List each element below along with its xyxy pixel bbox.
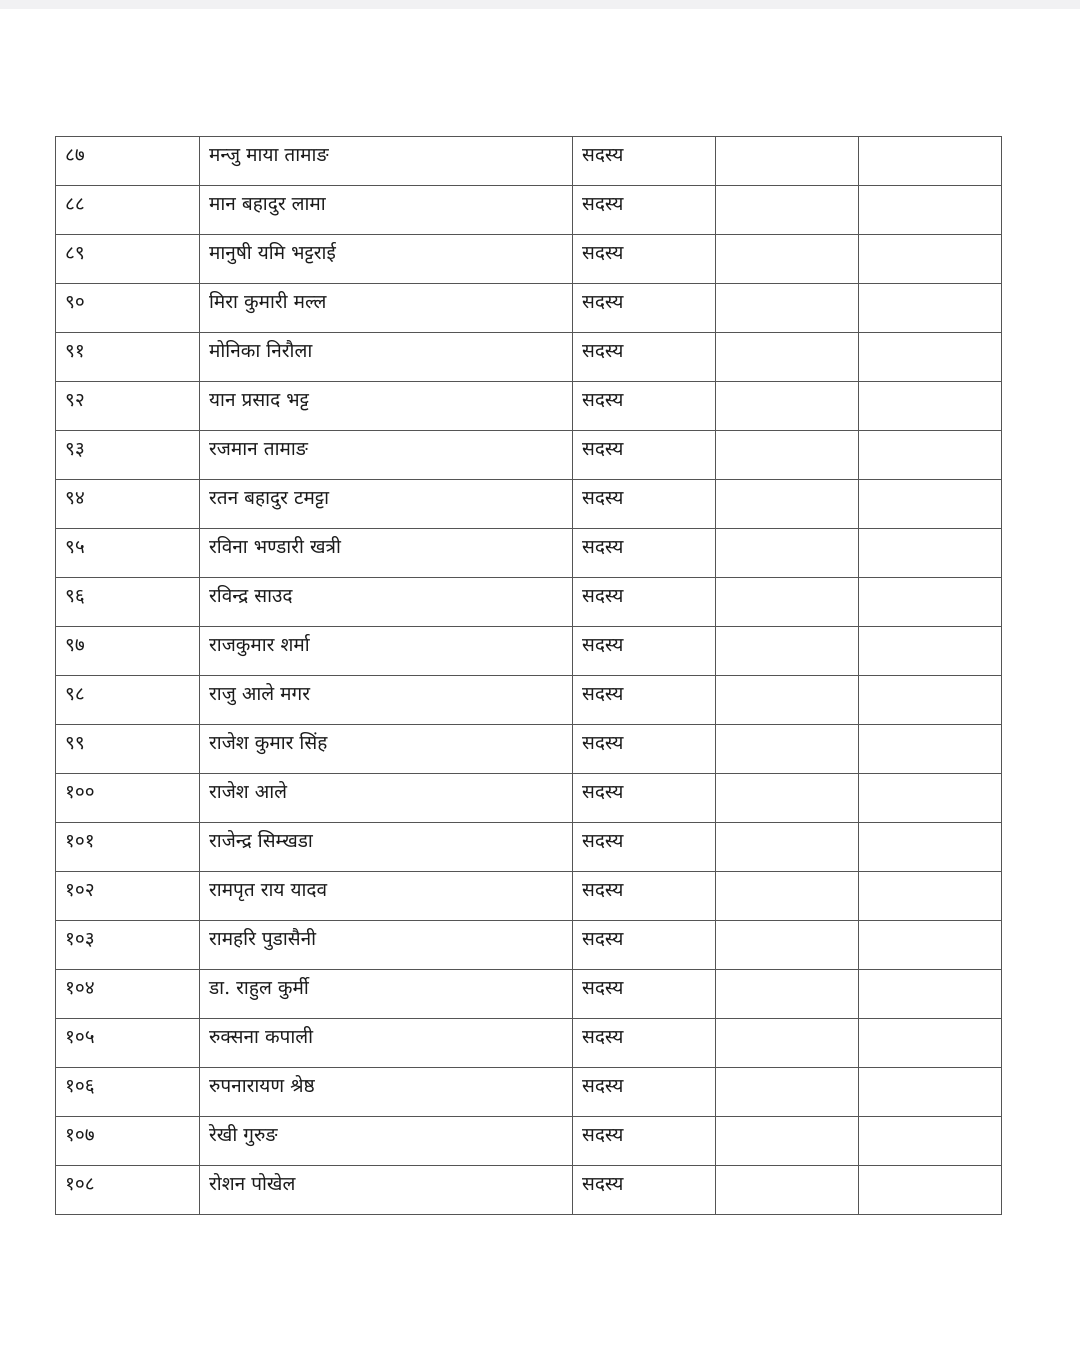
member-name-cell (200, 382, 573, 431)
table-row (56, 725, 1002, 774)
member-role-cell (573, 970, 716, 1019)
member-role-text: सदस्य (582, 634, 624, 656)
empty-cell (716, 333, 859, 382)
member-role-text: सदस्य (582, 1075, 624, 1097)
serial-number-text: १०० (65, 781, 95, 803)
member-name-cell (200, 1117, 573, 1166)
member-name-cell (200, 823, 573, 872)
empty-cell (859, 137, 1002, 186)
serial-number-text: १०५ (65, 1026, 95, 1048)
table-row (56, 676, 1002, 725)
member-role-cell (573, 823, 716, 872)
empty-cell (859, 284, 1002, 333)
empty-cell (716, 1117, 859, 1166)
serial-number-text: ९३ (65, 438, 85, 460)
member-name-cell (200, 529, 573, 578)
serial-number-cell (56, 1166, 200, 1215)
serial-number-text: १०४ (65, 977, 95, 999)
serial-number-text: १०६ (65, 1075, 95, 1097)
serial-number-cell (56, 970, 200, 1019)
member-name-text: रुक्सना कपाली (209, 1026, 314, 1048)
serial-number-cell (56, 725, 200, 774)
empty-cell (859, 578, 1002, 627)
member-name-text: रुपनारायण श्रेष्ठ (209, 1075, 315, 1097)
empty-cell (859, 1019, 1002, 1068)
empty-cell (716, 529, 859, 578)
table-row (56, 921, 1002, 970)
member-role-text: सदस्य (582, 830, 624, 852)
table-row (56, 823, 1002, 872)
member-name-cell (200, 725, 573, 774)
member-name-cell (200, 921, 573, 970)
member-role-cell (573, 872, 716, 921)
member-name-cell (200, 872, 573, 921)
member-name-text: रविना भण्डारी खत्री (209, 536, 341, 558)
serial-number-cell (56, 578, 200, 627)
member-name-text: रजमान तामाङ (209, 438, 308, 460)
serial-number-cell (56, 872, 200, 921)
member-role-cell (573, 235, 716, 284)
member-role-cell (573, 725, 716, 774)
serial-number-cell (56, 186, 200, 235)
empty-cell (716, 676, 859, 725)
member-role-text: सदस्य (582, 487, 624, 509)
member-name-cell (200, 431, 573, 480)
empty-cell (859, 1166, 1002, 1215)
empty-cell (716, 774, 859, 823)
empty-cell (716, 578, 859, 627)
serial-number-cell (56, 1117, 200, 1166)
member-role-cell (573, 382, 716, 431)
serial-number-cell (56, 235, 200, 284)
empty-cell (716, 1019, 859, 1068)
serial-number-text: ९२ (65, 389, 85, 411)
table-row (56, 382, 1002, 431)
empty-cell (716, 921, 859, 970)
member-role-cell (573, 480, 716, 529)
serial-number-cell (56, 480, 200, 529)
member-name-cell (200, 578, 573, 627)
member-name-text: डा. राहुल कुर्मी (209, 977, 309, 999)
serial-number-text: ८७ (65, 144, 85, 166)
member-name-cell (200, 137, 573, 186)
serial-number-cell (56, 823, 200, 872)
member-name-text: मिरा कुमारी मल्ल (209, 291, 327, 313)
member-name-cell (200, 284, 573, 333)
empty-cell (716, 970, 859, 1019)
serial-number-text: ९० (65, 291, 85, 313)
table-row (56, 774, 1002, 823)
member-role-text: सदस्य (582, 1173, 624, 1195)
member-role-cell (573, 1068, 716, 1117)
member-role-text: सदस्य (582, 438, 624, 460)
serial-number-text: १०३ (65, 928, 95, 950)
table-row (56, 1019, 1002, 1068)
member-name-text: राजेन्द्र सिम्खडा (209, 830, 313, 852)
page-top-strip (0, 0, 1080, 9)
empty-cell (859, 627, 1002, 676)
empty-cell (859, 1117, 1002, 1166)
member-name-text: रतन बहादुर टमट्टा (209, 487, 330, 509)
member-role-text: सदस्य (582, 585, 624, 607)
table-row (56, 627, 1002, 676)
member-role-text: सदस्य (582, 1026, 624, 1048)
member-name-text: राजेश आले (209, 781, 288, 803)
empty-cell (859, 431, 1002, 480)
serial-number-cell (56, 774, 200, 823)
serial-number-text: १०१ (65, 830, 95, 852)
member-role-cell (573, 1019, 716, 1068)
serial-number-text: ९५ (65, 536, 85, 558)
member-role-text: सदस्य (582, 291, 624, 313)
empty-cell (716, 431, 859, 480)
member-role-text: सदस्य (582, 536, 624, 558)
member-role-cell (573, 529, 716, 578)
member-role-cell (573, 921, 716, 970)
member-table-body (56, 137, 1002, 1215)
member-role-cell (573, 676, 716, 725)
member-name-cell (200, 1019, 573, 1068)
member-table (55, 136, 1002, 1215)
serial-number-cell (56, 921, 200, 970)
empty-cell (716, 725, 859, 774)
member-role-text: सदस्य (582, 340, 624, 362)
table-row (56, 970, 1002, 1019)
serial-number-text: १०८ (65, 1173, 95, 1195)
member-name-text: रोशन पोखेल (209, 1173, 296, 1195)
member-role-text: सदस्य (582, 732, 624, 754)
empty-cell (716, 137, 859, 186)
member-role-text: सदस्य (582, 389, 624, 411)
empty-cell (859, 480, 1002, 529)
serial-number-text: १०२ (65, 879, 95, 901)
serial-number-cell (56, 382, 200, 431)
member-role-cell (573, 333, 716, 382)
empty-cell (859, 1068, 1002, 1117)
serial-number-text: ८९ (65, 242, 85, 264)
empty-cell (859, 186, 1002, 235)
member-name-cell (200, 333, 573, 382)
empty-cell (716, 186, 859, 235)
empty-cell (716, 823, 859, 872)
member-role-text: सदस्य (582, 193, 624, 215)
empty-cell (859, 676, 1002, 725)
member-name-cell (200, 627, 573, 676)
member-name-text: रेखी गुरुङ (209, 1124, 278, 1146)
member-name-text: राजेश कुमार सिंह (209, 732, 328, 754)
table-row (56, 284, 1002, 333)
empty-cell (716, 235, 859, 284)
serial-number-text: ९९ (65, 732, 85, 754)
member-role-cell (573, 627, 716, 676)
member-role-text: सदस्य (582, 928, 624, 950)
member-name-text: राजकुमार शर्मा (209, 634, 310, 656)
member-name-cell (200, 186, 573, 235)
table-row (56, 529, 1002, 578)
member-name-text: मन्जु माया तामाङ (209, 144, 329, 166)
member-name-cell (200, 1166, 573, 1215)
empty-cell (716, 284, 859, 333)
serial-number-cell (56, 676, 200, 725)
table-row (56, 186, 1002, 235)
member-name-cell (200, 774, 573, 823)
member-role-cell (573, 284, 716, 333)
serial-number-cell (56, 333, 200, 382)
member-name-text: यान प्रसाद भट्ट (209, 389, 309, 411)
empty-cell (859, 382, 1002, 431)
empty-cell (859, 235, 1002, 284)
member-name-cell (200, 480, 573, 529)
member-name-text: मानुषी यमि भट्टराई (209, 242, 336, 264)
serial-number-cell (56, 627, 200, 676)
empty-cell (859, 823, 1002, 872)
member-role-cell (573, 1117, 716, 1166)
serial-number-text: १०७ (65, 1124, 95, 1146)
table-row (56, 137, 1002, 186)
member-role-cell (573, 774, 716, 823)
serial-number-text: ९७ (65, 634, 85, 656)
member-name-cell (200, 1068, 573, 1117)
serial-number-cell (56, 431, 200, 480)
table-row (56, 431, 1002, 480)
member-role-text: सदस्य (582, 879, 624, 901)
serial-number-text: ९६ (65, 585, 85, 607)
empty-cell (716, 1166, 859, 1215)
member-role-cell (573, 431, 716, 480)
table-row (56, 480, 1002, 529)
serial-number-text: ८८ (65, 193, 85, 215)
empty-cell (716, 627, 859, 676)
empty-cell (859, 725, 1002, 774)
member-role-text: सदस्य (582, 781, 624, 803)
empty-cell (716, 1068, 859, 1117)
member-role-cell (573, 186, 716, 235)
empty-cell (716, 872, 859, 921)
empty-cell (859, 333, 1002, 382)
table-row (56, 235, 1002, 284)
serial-number-cell (56, 529, 200, 578)
member-role-cell (573, 1166, 716, 1215)
table-row (56, 333, 1002, 382)
table-row (56, 578, 1002, 627)
member-name-text: राजु आले मगर (209, 683, 310, 705)
serial-number-cell (56, 284, 200, 333)
member-role-text: सदस्य (582, 977, 624, 999)
empty-cell (859, 529, 1002, 578)
member-name-text: रविन्द्र साउद (209, 585, 293, 607)
member-role-cell (573, 137, 716, 186)
table-row (56, 1117, 1002, 1166)
member-role-text: सदस्य (582, 683, 624, 705)
table-row (56, 1166, 1002, 1215)
member-role-text: सदस्य (582, 144, 624, 166)
empty-cell (716, 382, 859, 431)
serial-number-text: ९८ (65, 683, 85, 705)
member-name-cell (200, 676, 573, 725)
serial-number-text: ९१ (65, 340, 85, 362)
member-role-text: सदस्य (582, 1124, 624, 1146)
empty-cell (859, 872, 1002, 921)
table-row (56, 872, 1002, 921)
empty-cell (859, 970, 1002, 1019)
member-role-text: सदस्य (582, 242, 624, 264)
empty-cell (859, 921, 1002, 970)
empty-cell (859, 774, 1002, 823)
serial-number-cell (56, 1019, 200, 1068)
serial-number-text: ९४ (65, 487, 85, 509)
member-name-cell (200, 235, 573, 284)
member-name-text: रामहरि पुडासैनी (209, 928, 317, 950)
member-name-text: मोनिका निरौला (209, 340, 313, 362)
member-name-text: रामपृत राय यादव (209, 879, 328, 901)
serial-number-cell (56, 1068, 200, 1117)
empty-cell (716, 480, 859, 529)
serial-number-cell (56, 137, 200, 186)
member-role-cell (573, 578, 716, 627)
member-name-cell (200, 970, 573, 1019)
member-name-text: मान बहादुर लामा (209, 193, 326, 215)
table-row (56, 1068, 1002, 1117)
